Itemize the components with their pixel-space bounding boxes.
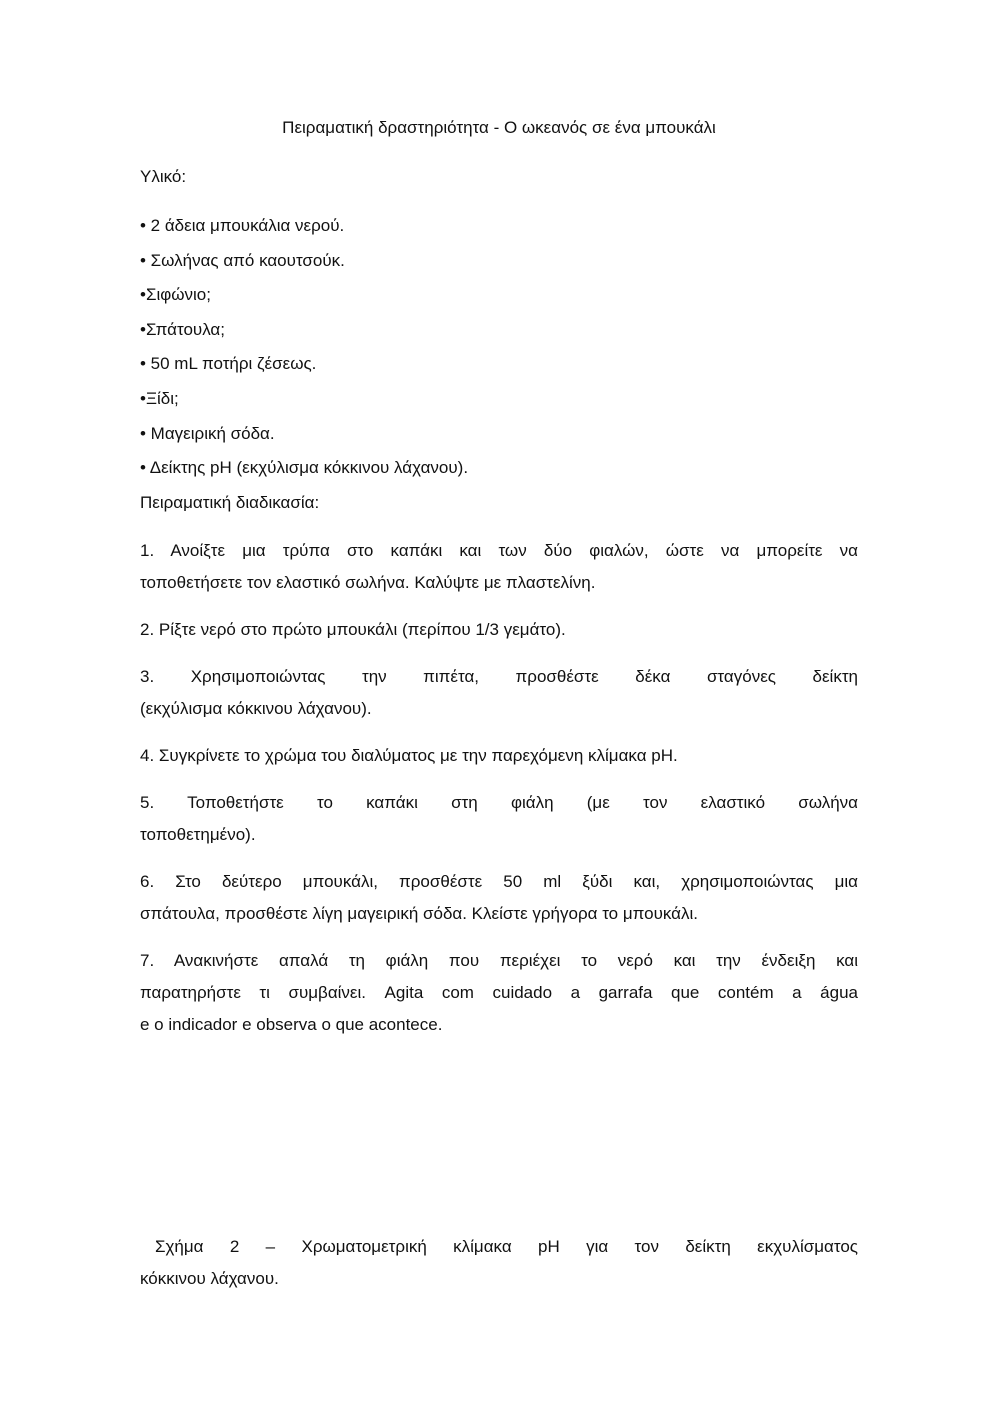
step-line: παρατηρήστε τι συμβαίνει. Agita com cuidado a garrafa que contém a água — [140, 982, 858, 1002]
procedure-heading: Πειραματική διαδικασία: — [140, 492, 320, 512]
caption-line: κόκκινου λάχανου. — [140, 1268, 279, 1288]
material-item: •Σιφώνιο; — [140, 285, 211, 305]
materials-heading: Υλικό: — [140, 167, 187, 186]
material-item: • Δείκτης pH (εκχύλισμα κόκκινου λάχανου). — [140, 458, 469, 478]
step-line: e o indicador e observa o que acontece. — [140, 1014, 443, 1034]
step-line: 5. Τοποθετήστε το καπάκι στη φιάλη (με τον ελαστικό σωλήνα — [140, 792, 858, 812]
figure-caption — [140, 1231, 858, 1295]
step-line: 1. Ανοίξτε μια τρύπα στο καπάκι και των δύο φιαλών, ώστε να μπορείτε να — [140, 540, 858, 560]
step-line: (εκχύλισμα κόκκινου λάχανου). — [140, 698, 372, 718]
material-item: • Μαγειρική σόδα. — [140, 423, 275, 443]
procedure-step-4 — [140, 740, 858, 772]
procedure-step-7 — [140, 945, 858, 1041]
materials-list — [140, 210, 858, 484]
step-line: 4. Συγκρίνετε το χρώμα του διαλύματος με την παρεχόμενη κλίμακα pH. — [140, 745, 678, 765]
material-item: •Σπάτουλα; — [140, 319, 225, 339]
material-item: • 2 άδεια μπουκάλια νερού. — [140, 216, 345, 235]
step-line: τοποθετήσετε τον ελαστικό σωλήνα. Καλύψτε με πλαστελίνη. — [140, 572, 596, 592]
document-title: Πειραματική δραστηριότητα - Ο ωκεανός σε ένα μπουκάλι — [282, 118, 716, 137]
step-line: σπάτουλα, προσθέστε λίγη μαγειρική σόδα. Κλείστε γρήγορα το μπουκάλι. — [140, 903, 698, 923]
caption-line: Σχήμα 2 – Χρωματομετρική κλίμακα pH για τον δείκτη εκχυλίσματος — [155, 1236, 858, 1256]
procedure-step-3 — [140, 661, 858, 725]
procedure-step-6 — [140, 866, 858, 930]
procedure-step-2 — [140, 614, 858, 646]
material-item: •Ξίδι; — [140, 388, 179, 408]
material-item: • Σωλήνας από καουτσούκ. — [140, 250, 345, 270]
procedure-step-5 — [140, 787, 858, 851]
step-line: 6. Στο δεύτερο μπουκάλι, προσθέστε 50 ml ξύδι και, χρησιμοποιώντας μια — [140, 871, 858, 891]
procedure-step-1 — [140, 535, 858, 599]
material-item: • 50 mL ποτήρι ζέσεως. — [140, 354, 317, 374]
step-line: 3. Χρησιμοποιώντας την πιπέτα, προσθέστε δέκα σταγόνες δείκτη — [140, 666, 858, 686]
step-line: 7. Ανακινήστε απαλά τη φιάλη που περιέχει το νερό και την ένδειξη και — [140, 950, 858, 970]
step-line: 2. Ρίξτε νερό στο πρώτο μπουκάλι (περίπου 1/3 γεμάτο). — [140, 619, 566, 639]
step-line: τοποθετημένο). — [140, 824, 256, 844]
